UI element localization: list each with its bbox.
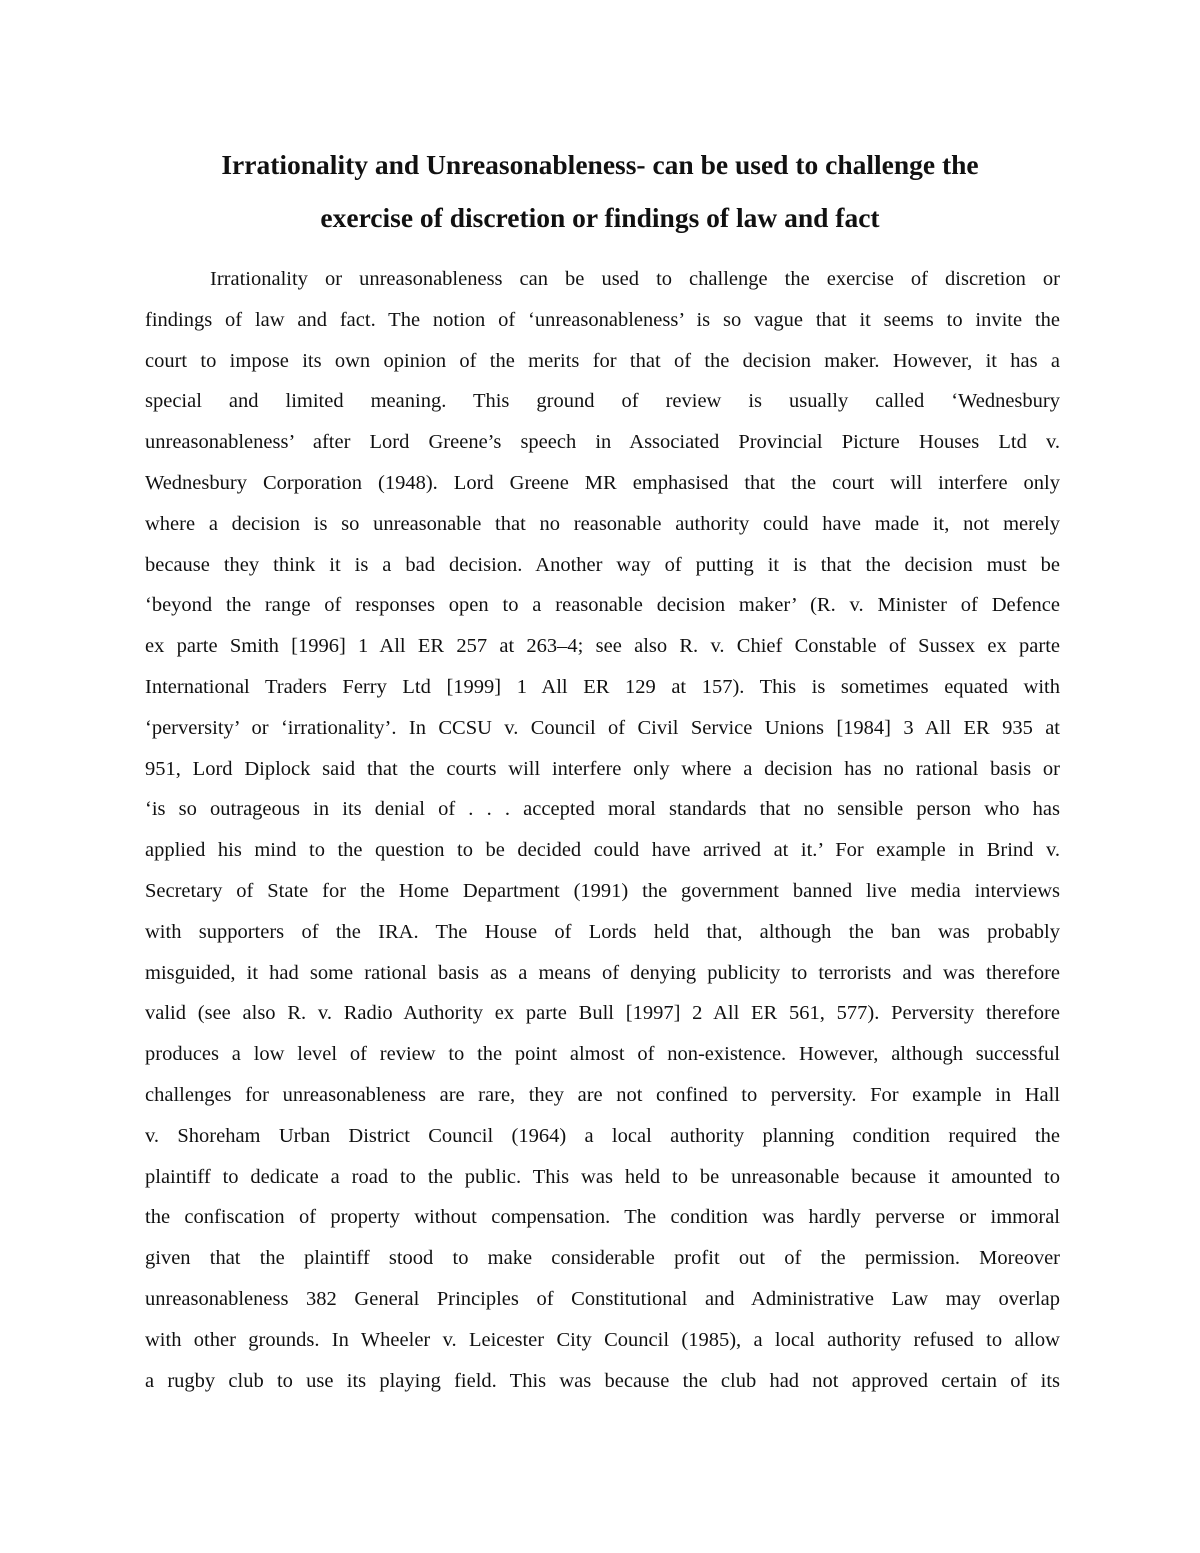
text-line: Wednesbury Corporation (1948). Lord Greene MR emphasised that the court will interfere only [145,471,1060,494]
text-line: plaintiff to dedicate a road to the public. This was held to be unreasonable because it amounted to [145,1165,1060,1188]
text-line: with other grounds. In Wheeler v. Leicester City Council (1985), a local authority refused to allow [145,1328,1060,1351]
text-line: findings of law and fact. The notion of ‘unreasonableness’ is so vague that it seems to invite the [145,308,1060,331]
text-line: International Traders Ferry Ltd [1999] 1 All ER 129 at 157). This is sometimes equated with [145,675,1060,698]
text-line: the confiscation of property without compensation. The condition was hardly perverse or immoral [145,1206,1060,1229]
document-title [140,138,1060,244]
text-line: special and limited meaning. This ground of review is usually called ‘Wednesbury [145,390,1060,413]
text-line: applied his mind to the question to be decided could have arrived at it.’ For example in Brind v. [145,839,1060,862]
title-line-2: exercise of discretion or findings of law and fact [320,202,880,233]
text-line: ‘is so outrageous in its denial of . . . accepted moral standards that no sensible person who has [145,798,1060,821]
text-line: a rugby club to use its playing field. This was because the club had not approved certain of its [145,1369,1060,1392]
body-paragraph [145,259,1060,1401]
text-line: ‘perversity’ or ‘irrationality’. In CCSU v. Council of Civil Service Unions [1984] 3 All ER 935 at [145,716,1060,739]
text-line: v. Shoreham Urban District Council (1964) a local authority planning condition required the [145,1124,1060,1147]
text-line: court to impose its own opinion of the merits for that of the decision maker. However, it has a [145,349,1060,372]
text-line: 951, Lord Diplock said that the courts will interfere only where a decision has no rational basis or [145,757,1060,780]
text-line: challenges for unreasonableness are rare, they are not confined to perversity. For example in Hall [145,1083,1060,1106]
text-line: Secretary of State for the Home Department (1991) the government banned live media interviews [145,879,1060,902]
text-line: Irrationality or unreasonableness can be used to challenge the exercise of discretion or [210,268,1060,290]
text-line: misguided, it had some rational basis as a means of denying publicity to terrorists and was therefore [145,961,1060,984]
title-line-1: Irrationality and Unreasonableness- can be used to challenge the [221,149,979,180]
text-line: produces a low level of review to the point almost of non-existence. However, although successful [145,1043,1060,1066]
text-line: valid (see also R. v. Radio Authority ex parte Bull [1997] 2 All ER 561, 577). Perversity therefore [145,1002,1060,1025]
text-line: ex parte Smith [1996] 1 All ER 257 at 263–4; see also R. v. Chief Constable of Sussex ex parte [145,635,1060,658]
text-line: given that the plaintiff stood to make considerable profit out of the permission. Moreover [145,1247,1060,1270]
text-line: unreasonableness 382 General Principles of Constitutional and Administrative Law may overlap [145,1287,1060,1310]
text-line: ‘beyond the range of responses open to a reasonable decision maker’ (R. v. Minister of Defence [145,594,1060,617]
text-line: because they think it is a bad decision. Another way of putting it is that the decision must be [145,553,1060,576]
text-line: unreasonableness’ after Lord Greene’s speech in Associated Provincial Picture Houses Ltd v. [145,431,1060,454]
text-line: where a decision is so unreasonable that no reasonable authority could have made it, not merely [145,512,1060,535]
text-line: with supporters of the IRA. The House of Lords held that, although the ban was probably [145,920,1060,943]
